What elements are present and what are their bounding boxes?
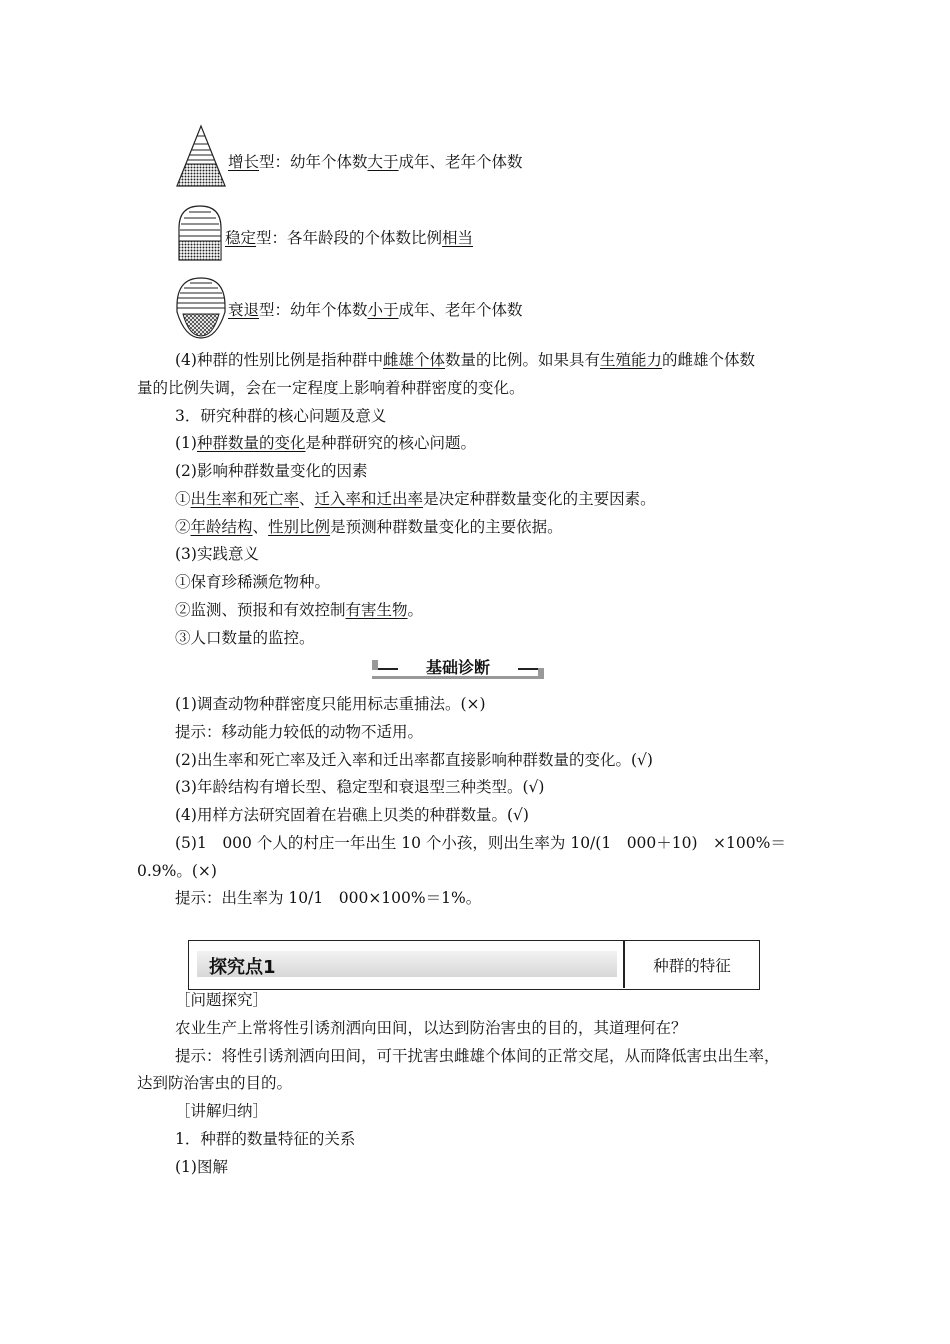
section3-title: 3．研究种群的核心问题及意义 — [175, 407, 387, 425]
section3-p3-2: ②监测、预报和有效控制有害生物。 — [175, 601, 424, 619]
summary-heading: ［讲解归纳］ — [175, 1102, 269, 1120]
explore-point-box — [188, 940, 760, 990]
diagnosis-banner — [372, 657, 544, 681]
inquiry-question: 农业生产上常将性引诱剂洒向田间，以达到防治害虫的目的，其道理何在？ — [175, 1019, 687, 1037]
diag-q5-hint: 提示：出生率为 10/1 000×100%＝1%。 — [175, 889, 482, 907]
diag-q3: (3)年龄结构有增长型、稳定型和衰退型三种类型。(√) — [175, 778, 545, 796]
section3-p2-1: ①出生率和死亡率、迁入率和迁出率是决定种群数量变化的主要因素。 — [175, 490, 656, 508]
section3-p3-3: ③人口数量的监控。 — [175, 629, 315, 647]
age-growth-text: 增长型：幼年个体数大于成年、老年个体数 — [228, 153, 523, 171]
growth-pyramid-icon — [175, 124, 227, 188]
diag-q1: (1)调查动物种群密度只能用标志重捕法。(×) — [175, 695, 486, 713]
sex-ratio-line-1: (4)种群的性别比例是指种群中雌雄个体数量的比例。如果具有生殖能力的雌雄个体数 — [175, 351, 756, 369]
age-stable-text: 稳定型：各年龄段的个体数比例相当 — [225, 229, 474, 247]
diag-q4: (4)用样方法研究固着在岩礁上贝类的种群数量。(√) — [175, 806, 529, 824]
age-row-growth — [175, 124, 595, 188]
age-row-decline — [175, 276, 595, 340]
summary-item-1: 1．种群的数量特征的关系 — [175, 1130, 356, 1148]
section3-p2: (2)影响种群数量变化的因素 — [175, 462, 368, 480]
diag-q5-line-2: 0.9%。(×) — [137, 862, 217, 880]
diag-q2: (2)出生率和死亡率及迁入率和迁出率都直接影响种群数量的变化。(√) — [175, 751, 653, 769]
section3-p3-1: ①保育珍稀濒危物种。 — [175, 573, 331, 591]
section3-p1: (1)种群数量的变化是种群研究的核心问题。 — [175, 434, 476, 452]
inquiry-answer-line-1: 提示：将性引诱剂洒向田间，可干扰害虫雌雄个体间的正常交尾，从而降低害虫出生率， — [175, 1047, 780, 1065]
age-decline-text: 衰退型：幼年个体数小于成年、老年个体数 — [228, 301, 523, 319]
diag-q1-hint: 提示：移动能力较低的动物不适用。 — [175, 723, 424, 741]
explore-point-label-bar — [197, 951, 617, 977]
stable-pyramid-icon — [175, 204, 225, 264]
explore-topic: 种群的特征 — [653, 956, 731, 975]
explore-point-label: 探究点1 — [209, 957, 276, 978]
inquiry-heading: ［问题探究］ — [175, 991, 269, 1009]
diagnosis-title: 基础诊断 — [425, 658, 490, 677]
section3-p3: (3)实践意义 — [175, 545, 259, 563]
decline-pyramid-icon — [175, 276, 227, 340]
sex-ratio-line-2: 量的比例失调，会在一定程度上影响着种群密度的变化。 — [137, 379, 525, 397]
diag-q5-line-1: (5)1 000 个人的村庄一年出生 10 个小孩，则出生率为 10/(1 000＋10) ×100%＝ — [175, 834, 786, 852]
section3-p2-2: ②年龄结构、性别比例是预测种群数量变化的主要依据。 — [175, 518, 563, 536]
inquiry-answer-line-2: 达到防治害虫的目的。 — [137, 1074, 293, 1092]
summary-item-1-1: (1)图解 — [175, 1158, 228, 1176]
age-row-stable — [175, 204, 595, 268]
